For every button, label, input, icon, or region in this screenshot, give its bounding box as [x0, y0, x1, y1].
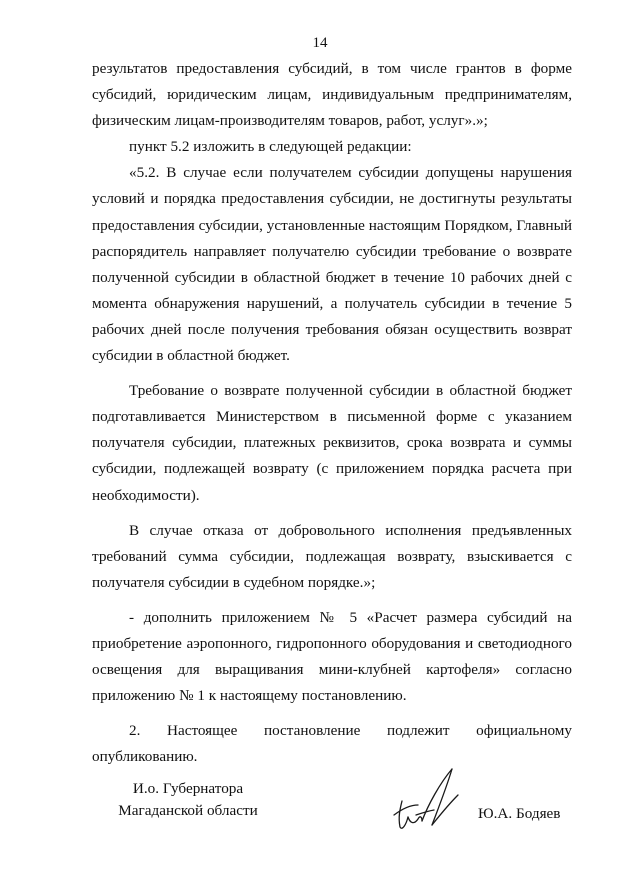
paragraph-refusal-case: В случае отказа от добровольного исполнения предъявленных требований сумма субсидии, подлежащая возврату, взыскивается с получателя субсидии в судебном порядке.»; — [92, 521, 572, 591]
paragraph-point-5-2-text: «5.2. В случае если получателем субсидии допущены нарушения условий и порядка предоставления субсидии, не достигнуты результаты предоставления субсидии, установленные настоящим Порядком, Главный распорядитель направляет получателю субсидии требование о возврате полученной субсидии в областной бюджет в течение 10 рабочих дней с момента обнаружения нарушений, а получатель субсидии в течение 5 рабочих дней после получения требования обязан осуществить возврат субсидии в областной бюджет. — [92, 164, 572, 365]
paragraph-appendix-5: - дополнить приложением № 5 «Расчет размера субсидий на приобретение аэропонного, гидропонного оборудования и светодиодного освещения для выращивания мини-клубней картофеля» согласно приложению № 1 к настоящему постановлению. — [92, 608, 572, 705]
signatory-position-line1: И.о. Губернатора — [132, 780, 244, 797]
signatory-position-line2: Магаданской области — [118, 802, 258, 819]
signatory-position — [98, 778, 278, 822]
paragraph-refund-requirement: Требование о возврате полученной субсидии в областной бюджет подготавливается Министерством в письменной форме с указанием получателя субсидии, платежных реквизитов, срока возврата и суммы субсидии, подлежащей возврату (с приложением порядка расчета при необходимости). — [92, 382, 572, 504]
paragraph-point-5-2-intro: пункт 5.2 изложить в следующей редакции: — [129, 138, 412, 156]
page-number: 14 — [312, 35, 328, 51]
handwritten-signature-icon — [388, 765, 468, 837]
signatory-name: Ю.А. Бодяев — [478, 805, 561, 822]
paragraph-publication: 2. Настоящее постановление подлежит официальному опубликованию. — [92, 722, 572, 766]
paragraph-results-continuation: результатов предоставления субсидий, в том числе грантов в форме субсидий, юридическим лицам, индивидуальным предпринимателям, физическим лицам-производителям товаров, работ, услуг».»; — [92, 60, 572, 130]
